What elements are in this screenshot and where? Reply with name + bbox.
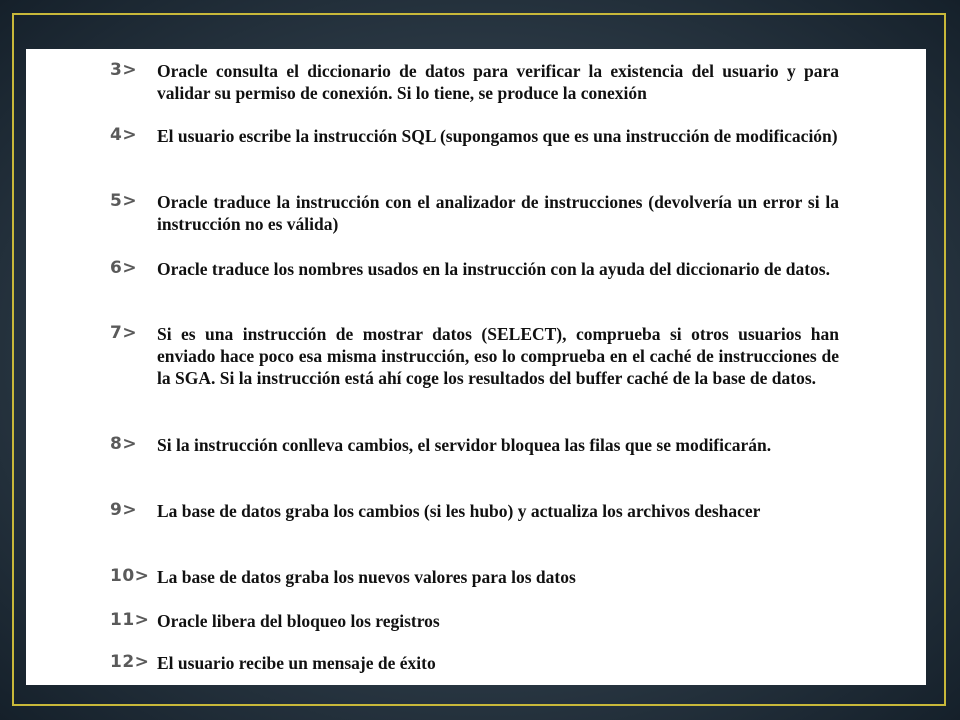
step-number: 4> [110, 125, 138, 145]
step-number: 6> [110, 258, 138, 278]
step-number: 3> [110, 60, 138, 80]
step-number: 11> [110, 610, 150, 630]
step-number: 9> [110, 500, 138, 520]
step-number: 12> [110, 652, 150, 672]
step-text: El usuario recibe un mensaje de éxito [157, 653, 436, 673]
step-text: Oracle consulta el diccionario de datos para verificar la existencia del usuario y para validar su permiso de conexión. Si lo tiene, se produce la conexión [157, 61, 839, 103]
step-number: 7> [110, 323, 138, 343]
step-text: Oracle traduce los nombres usados en la instrucción con la ayuda del diccionario de datos. [157, 259, 830, 279]
step-text: Si la instrucción conlleva cambios, el servidor bloquea las filas que se modificarán. [157, 435, 772, 455]
step-number: 5> [110, 191, 138, 211]
content-panel [26, 49, 926, 685]
step-text: Oracle libera del bloqueo los registros [157, 611, 440, 631]
step-text: La base de datos graba los cambios (si les hubo) y actualiza los archivos deshacer [157, 501, 761, 521]
step-text: Oracle traduce la instrucción con el analizador de instrucciones (devolvería un error si la instrucción no es válida) [157, 192, 839, 234]
step-text: Si es una instrucción de mostrar datos (SELECT), comprueba si otros usuarios han enviado hace poco esa misma instrucción, eso lo comprueba en el caché de instrucciones de la SGA. Si la instrucción está ahí coge los resultados del buffer caché de la base de datos. [157, 324, 839, 388]
step-number: 8> [110, 434, 138, 454]
step-text: El usuario escribe la instrucción SQL (supongamos que es una instrucción de modificación) [157, 126, 838, 146]
step-number: 10> [110, 566, 150, 586]
step-text: La base de datos graba los nuevos valores para los datos [157, 567, 576, 587]
step-list [26, 49, 926, 685]
